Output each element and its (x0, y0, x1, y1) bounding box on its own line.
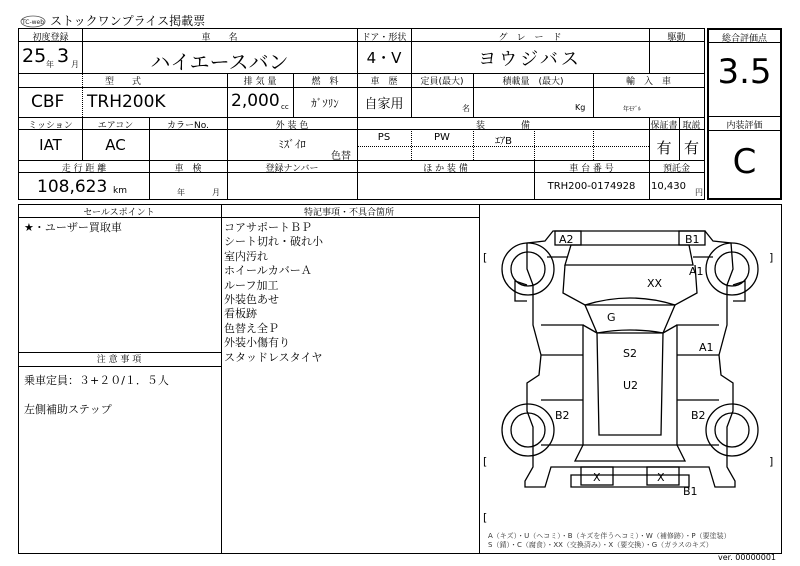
list-item: 看板跡 (224, 307, 257, 321)
mileage-value: 108,623 (37, 177, 108, 197)
label-manual: 取説 (682, 121, 701, 131)
damage-mark-b1: B1 (685, 233, 700, 246)
recycle-value: 10,430 (651, 181, 686, 192)
label-aircon: エアコン (97, 121, 134, 131)
chassis-no-value: TRH200-0174928 (547, 181, 636, 192)
model-value: TRH200K (87, 92, 166, 112)
label-import: 輸 入 車 (625, 77, 671, 87)
bracket-mark: [ (483, 251, 488, 264)
warranty-value: 有 (656, 139, 672, 157)
damage-mark-u2: U2 (623, 379, 639, 392)
label-fuel: 燃 料 (311, 77, 339, 87)
damage-mark-a1: A1 (689, 265, 704, 278)
inspection-year-unit: 年 (177, 188, 185, 197)
list-item: コアサポートＢＰ (224, 221, 312, 234)
equipment-item: PW (434, 132, 450, 143)
list-item: 外装色あせ (224, 292, 279, 306)
list-item: ★・ユーザー買取車 (24, 221, 122, 234)
label-interior-score: 内装評価 (726, 121, 763, 131)
label-door-shape: ドア・形状 (361, 33, 407, 43)
damage-mark-a2: A2 (559, 233, 574, 246)
label-recycle: 預託金 (662, 164, 690, 174)
displacement-value: 2,000 (231, 91, 280, 111)
special-notes-list (224, 221, 474, 365)
label-mileage: 走 行 距 離 (61, 164, 107, 174)
reg-year-unit: 年 (46, 60, 54, 69)
color-swap-label: 色替 (331, 151, 351, 162)
damage-mark-xx: XX (647, 277, 663, 290)
list-item: 色替え全Ｐ (224, 321, 279, 335)
list-item: ホイールカバーＡ (224, 264, 312, 278)
damage-mark-b2: B2 (691, 409, 706, 422)
list-item: 左側補助ステップ (24, 402, 112, 416)
bracket-mark: [ (483, 511, 488, 524)
label-grade: グ レ ー ド (498, 33, 562, 43)
label-inspection: 車 検 (174, 164, 202, 174)
version-label: ver. 00000001 (718, 553, 777, 562)
vehicle-info-table (18, 28, 705, 200)
label-color-no: カラーNo. (167, 121, 209, 131)
load-unit: Kg (575, 103, 586, 112)
list-item (24, 388, 214, 402)
bracket-mark: ] (769, 251, 774, 264)
sales-points-list (24, 221, 214, 235)
car-damage-diagram (479, 205, 781, 553)
bracket-mark: [ (483, 455, 488, 468)
capacity-unit: 名 (462, 104, 470, 113)
reg-month-value: 3 (57, 45, 70, 67)
list-item: スタッドレスタイヤ (224, 350, 323, 364)
fuel-value: ｶﾞｿﾘﾝ (311, 97, 339, 110)
score-box (707, 28, 782, 200)
mission-value: IAT (39, 136, 62, 154)
interior-score-value: C (732, 142, 757, 182)
exterior-color-value: ﾐｽﾞｲﾛ (278, 138, 306, 151)
recycle-unit: 円 (695, 188, 703, 197)
label-plate: 登録ナンバー (265, 164, 319, 174)
damage-mark-b2: B2 (555, 409, 570, 422)
label-displacement: 排 気 量 (243, 77, 277, 87)
displacement-unit: cc (281, 103, 289, 111)
label-special-notes: 特記事項・不具合箇所 (303, 208, 394, 218)
reg-month-unit: 月 (71, 60, 79, 69)
overall-score-value: 3.5 (717, 52, 772, 92)
label-drive: 駆動 (667, 33, 686, 43)
label-first-registration: 初度登録 (32, 33, 69, 43)
label-exterior-color: 外 装 色 (275, 121, 309, 131)
aircon-value: AC (105, 136, 126, 154)
bracket-mark: ] (769, 455, 774, 468)
damage-mark-a1: A1 (699, 341, 714, 354)
label-mission: ミッション (28, 121, 73, 131)
list-item: シート切れ・破れ小 (224, 235, 323, 249)
damage-mark-s2: S2 (623, 347, 637, 360)
import-year-unit: 年ﾓﾃﾞﾙ (623, 106, 642, 113)
page-title: ストックワンプライス掲載票 (50, 14, 206, 28)
damage-mark-b1: B1 (683, 485, 698, 498)
door-value: 4・V (366, 49, 402, 67)
list-item: 乗車定員：３+２０/１．５人 (24, 374, 169, 387)
label-overall-score: 総合評価点 (721, 34, 767, 44)
list-item: 室内汚れ (224, 249, 268, 263)
brand-logo (20, 13, 46, 26)
label-load: 積載量 (最大) (502, 77, 564, 87)
equipment-item: ｴｱB (495, 136, 512, 147)
history-value: 自家用 (364, 97, 404, 112)
caution-notes-list (24, 374, 214, 417)
inspection-month-unit: 月 (212, 188, 220, 197)
label-other-equipment: ほ か 装 備 (423, 164, 468, 174)
reg-year-value: 25 (22, 45, 47, 67)
list-item: 外装小傷有り (224, 336, 290, 350)
grade-value: ヨウジバス (478, 49, 582, 70)
damage-mark-g: G (607, 311, 616, 324)
manual-value: 有 (683, 139, 699, 157)
damage-mark-x: X (593, 471, 601, 484)
list-item: ルーフ加工 (224, 278, 279, 292)
damage-mark-x: X (657, 471, 665, 484)
mileage-unit: km (113, 186, 127, 196)
label-history: 車 歴 (370, 77, 398, 87)
label-warranty: 保証書 (650, 121, 678, 131)
label-caution: 注 意 事 項 (96, 355, 142, 365)
label-chassis-no: 車 台 番 号 (569, 164, 614, 174)
svg-text:TC-web: TC-web (21, 19, 45, 26)
car-name-value: ハイエースバン (150, 50, 289, 74)
equipment-item: PS (377, 132, 391, 143)
damage-legend: A（キズ）・U（ヘコミ）・B（キズを伴うヘコミ）・W（補修跡）・P（要塗装） S（錆）・C（腐食）・XX（交換済み）・X（要交換）・G（ガラスのキズ） (488, 532, 731, 549)
label-model: 型 式 (104, 77, 141, 87)
label-car-name: 車 名 (201, 33, 238, 43)
label-capacity: 定員(最大) (420, 77, 464, 87)
label-equipment: 装 備 (475, 121, 530, 131)
model-code-value: CBF (31, 92, 65, 112)
label-sales-point: セールスポイント (83, 208, 155, 218)
